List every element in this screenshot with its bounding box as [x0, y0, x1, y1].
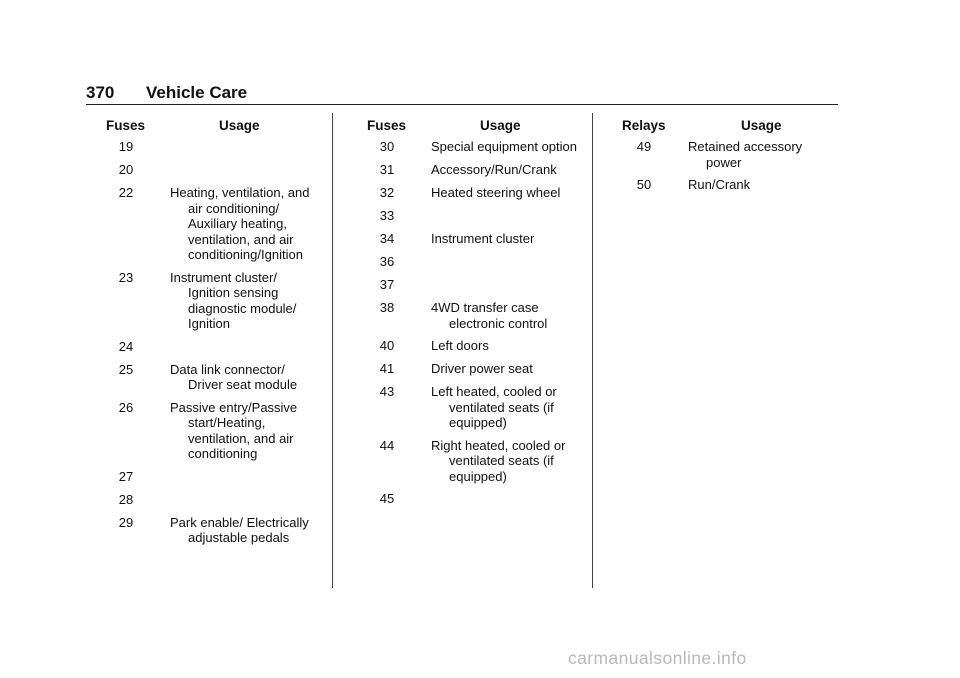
table-row	[96, 339, 322, 355]
fuse-usage: Left doors	[431, 338, 489, 353]
fuse-number: 40	[379, 338, 395, 353]
table-row	[96, 469, 322, 485]
fuse-number: 33	[379, 208, 395, 223]
table-row	[614, 139, 840, 170]
fuse-number: 41	[379, 361, 395, 376]
fuse-usage: 4WD transfer case electronic control	[431, 300, 548, 331]
table-row	[357, 491, 581, 507]
fuse-number: 27	[118, 468, 134, 484]
fuse-number: 32	[379, 185, 395, 200]
section-title: Vehicle Care	[146, 83, 248, 102]
table-row	[357, 277, 581, 293]
fuse-number: 25	[118, 361, 134, 377]
fuse-number: 34	[379, 231, 395, 246]
column-divider	[592, 113, 593, 588]
table-row	[357, 185, 581, 201]
header-number-label: Relays	[622, 118, 666, 133]
table-row	[357, 384, 581, 431]
column-header	[96, 115, 322, 139]
column-header	[614, 115, 840, 139]
fuse-table-column-2	[357, 115, 581, 514]
table-row	[96, 185, 322, 263]
fuse-usage: Heated steering wheel	[431, 185, 561, 200]
fuse-number: 24	[118, 338, 134, 354]
column-header	[357, 115, 581, 139]
fuse-number: 45	[379, 491, 395, 506]
table-row	[96, 270, 322, 332]
table-row	[96, 492, 322, 508]
table-row	[357, 231, 581, 247]
fuse-usage: Special equipment option	[431, 139, 577, 154]
fuse-number: 38	[379, 300, 395, 315]
fuse-number: 28	[118, 491, 134, 507]
fuse-usage: Instrument cluster	[431, 231, 535, 246]
fuse-usage: Run/Crank	[688, 177, 751, 192]
table-row	[96, 515, 322, 546]
fuse-number: 43	[379, 384, 395, 399]
fuse-number: 37	[379, 277, 395, 292]
fuse-usage: Right heated, cooled or ventilated seats (if equipped)	[431, 437, 566, 484]
fuse-number: 29	[118, 514, 134, 530]
table-row	[96, 162, 322, 178]
header-number-label: Fuses	[367, 118, 407, 133]
fuse-usage: Left heated, cooled or ventilated seats (if equipped)	[431, 384, 557, 430]
fuse-number: 23	[118, 269, 134, 285]
table-row	[96, 139, 322, 155]
fuse-usage: Passive entry/Passive start/Heating, ventilation, and air conditioning	[170, 399, 298, 461]
fuse-usage: Accessory/Run/Crank	[431, 162, 557, 177]
table-row	[357, 254, 581, 270]
header-number-label: Fuses	[106, 118, 146, 133]
fuse-number: 19	[118, 139, 134, 154]
fuse-number: 20	[118, 162, 134, 177]
fuse-usage: Retained accessory power	[688, 139, 803, 170]
fuse-number: 36	[379, 254, 395, 269]
fuse-table-column-1	[96, 115, 322, 553]
header-usage-label: Usage	[219, 118, 260, 133]
table-row	[357, 361, 581, 377]
header-usage-label: Usage	[741, 118, 782, 133]
table-row	[357, 338, 581, 354]
fuse-usage: Heating, ventilation, and air conditioning/ Auxiliary heating, ventilation, and air conditioning/Ignition	[170, 185, 310, 262]
fuse-number: 22	[118, 185, 134, 200]
relay-table-column	[614, 115, 840, 200]
table-row	[357, 208, 581, 224]
table-row	[96, 362, 322, 393]
table-row	[357, 300, 581, 331]
fuse-number: 30	[379, 139, 395, 154]
table-row	[614, 177, 840, 193]
fuse-usage: Driver power seat	[431, 361, 533, 376]
fuse-number: 26	[118, 399, 134, 415]
fuse-usage: Instrument cluster/ Ignition sensing diagnostic module/ Ignition	[170, 269, 297, 331]
fuse-number: 31	[379, 162, 395, 177]
fuse-number: 44	[379, 437, 395, 453]
table-row	[96, 400, 322, 462]
column-divider	[332, 113, 333, 588]
page-header	[86, 82, 838, 105]
table-row	[357, 162, 581, 178]
watermark: carmanualsonline.info	[568, 648, 747, 668]
fuse-number: 49	[636, 139, 652, 154]
fuse-usage: Data link connector/ Driver seat module	[170, 361, 298, 392]
fuse-usage: Park enable/ Electrically adjustable pedals	[170, 514, 309, 545]
table-row	[357, 139, 581, 155]
fuse-number: 50	[636, 177, 652, 192]
table-row	[357, 438, 581, 485]
header-usage-label: Usage	[480, 118, 521, 133]
page-number: 370	[86, 83, 115, 102]
